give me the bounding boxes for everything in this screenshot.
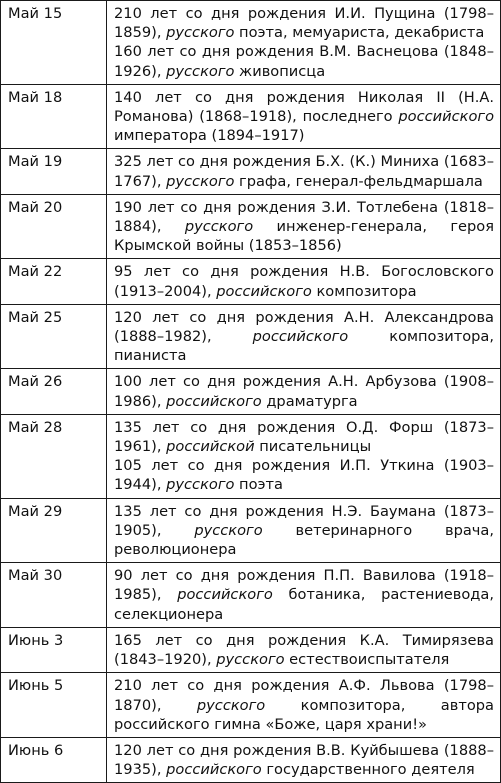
entry-text: естествоиспытателя [284,651,450,669]
nationality-italic: русского [166,24,235,42]
date-cell: Июнь 3 [1,627,107,672]
anniversary-entry [114,198,494,256]
anniversary-entry [114,152,494,190]
entry-text: 90 лет со дня рождения П.П. Вавилова (1918–1985), [114,567,494,604]
date-cell: Июнь 5 [1,673,107,738]
event-cell [107,498,501,563]
entry-text: государственного деятеля [261,761,475,779]
anniversary-entry [114,308,494,366]
table-row [1,304,501,369]
table-row [1,627,501,672]
date-cell: Май 20 [1,194,107,259]
entry-text: 105 лет со дня рождения И.П. Уткина (1903–1944), [114,457,494,494]
event-cell [107,369,501,414]
entry-text: писательницы [254,438,372,456]
entry-text: 160 лет со дня рождения В.М. Васнецова (1848–1926), [114,43,494,80]
event-cell [107,1,501,85]
anniversary-entry [114,502,494,560]
entry-text: композитора, автора российского гимна «Боже, царя храни!» [114,696,494,733]
entry-text: графа, генерал-фельдмаршала [234,172,483,190]
entry-text: ветеринарного врача, революционера [114,521,494,559]
event-cell [107,414,501,498]
anniversary-entry [114,372,494,410]
table-row [1,737,501,782]
nationality-italic: русского [194,521,263,539]
nationality-italic: русского [166,476,235,494]
table-row [1,369,501,414]
anniversary-entry [114,676,494,734]
nationality-italic: российской [166,438,255,456]
entry-text: 120 лет со дня рождения В.В. Куйбышева (1888–1935), [114,741,494,779]
anniversary-entry [114,42,494,80]
anniversary-table-body [1,1,501,783]
nationality-italic: российского [166,761,262,779]
anniversary-entry [114,741,494,779]
nationality-italic: российского [398,108,494,126]
date-cell: Май 15 [1,1,107,85]
entry-text: 100 лет со дня рождения А.Н. Арбузова (1908–1986), [114,373,494,410]
entry-text: 140 лет со дня рождения Николая II (Н.А. Романова) (1868–1918), последнего [114,88,494,126]
date-cell: Май 22 [1,259,107,304]
entry-text: 210 лет со дня рождения А.Ф. Львова (1798–1870), [114,677,494,714]
nationality-italic: русского [184,218,254,236]
entry-text: 210 лет со дня рождения И.И. Пущина (1798–1859), [114,5,494,42]
event-cell [107,304,501,369]
table-row [1,563,501,628]
entry-text: живописца [234,62,326,80]
table-row [1,673,501,738]
anniversary-entry [114,566,494,624]
anniversary-entry [114,418,494,456]
event-cell [107,84,501,149]
table-row [1,194,501,259]
anniversary-entry [114,631,494,669]
entry-text: ботаника, растениевода, селекционера [114,586,494,623]
entry-text: 190 лет со дня рождения З.И. Тотлебена (1818–1884), [114,198,494,236]
event-cell [107,673,501,738]
date-cell: Май 19 [1,149,107,194]
date-cell: Май 28 [1,414,107,498]
entry-text: императора (1894–1917) [114,127,305,145]
nationality-italic: российского [166,392,262,410]
date-cell: Июнь 6 [1,737,107,782]
entry-text: инженер-генерала, героя Крымской войны (1853–1856) [114,218,494,255]
nationality-italic: российского [216,282,312,300]
anniversary-entry [114,456,494,494]
table-row [1,259,501,304]
event-cell [107,194,501,259]
date-cell: Май 26 [1,369,107,414]
event-cell [107,563,501,628]
event-cell [107,627,501,672]
table-row [1,498,501,563]
table-row [1,1,501,85]
nationality-italic: русского [166,172,235,190]
table-row [1,84,501,149]
entry-text: поэта [234,476,283,494]
event-cell [107,737,501,782]
entry-text: 120 лет со дня рождения А.Н. Александрова (1888–1982), [114,308,494,346]
nationality-italic: русского [196,696,266,714]
anniversary-entry [114,262,494,300]
entry-text: 135 лет со дня рождения Н.Э. Баумана (1873–1905), [114,502,494,539]
entry-text: композитора [311,282,417,300]
event-cell [107,259,501,304]
entry-text: 135 лет со дня рождения О.Д. Форш (1873–1961), [114,418,494,456]
entry-text: композитора, пианиста [114,328,494,365]
anniversary-entry [114,4,494,42]
table-row [1,149,501,194]
date-cell: Май 25 [1,304,107,369]
nationality-italic: русского [216,651,285,669]
entry-text: драматурга [261,392,358,410]
entry-text: 325 лет со дня рождения Б.Х. (К.) Миниха (1683–1767), [114,153,494,190]
nationality-italic: русского [166,62,235,80]
date-cell: Май 30 [1,563,107,628]
table-row [1,414,501,498]
nationality-italic: российского [177,586,273,604]
entry-text: 95 лет со дня рождения Н.В. Богословского (1913–2004), [114,263,494,300]
date-cell: Май 18 [1,84,107,149]
date-cell: Май 29 [1,498,107,563]
entry-text: поэта, мемуариста, декабриста [234,24,485,42]
event-cell [107,149,501,194]
anniversary-entry [114,88,494,146]
entry-text: 165 лет со дня рождения К.А. Тимирязева (1843–1920), [114,631,494,669]
nationality-italic: российского [252,328,349,346]
